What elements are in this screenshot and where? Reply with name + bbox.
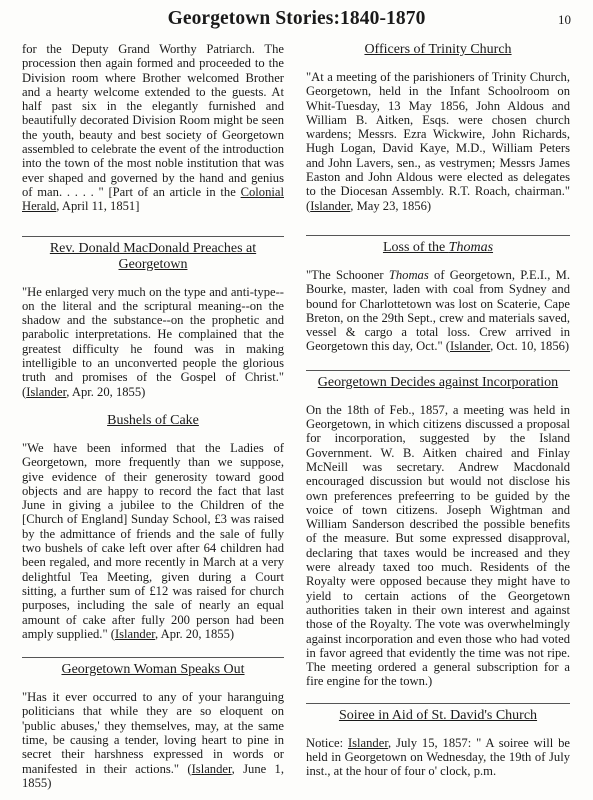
source-name: Islander (310, 198, 351, 213)
article-temperance-continued (22, 42, 284, 214)
page-number: 10 (558, 12, 571, 27)
article-body: "The Schooner Thomas of Georgetown, P.E.I., M. Bourke, master, laden with coal from Sydney and bound for Charlottetown was lost on Scaterie, Cape Breton, on the 29th Sept., crew and materials saved, vessel & cargo a total loss. Crew arrived in Georgetown this day, Oct." (Islander, Oct. 10, 1856) (306, 267, 570, 354)
article-body: On the 18th of Feb., 1857, a meeting was held in Georgetown, in which citizens discussed a proposal for incorporation, suggested by the Island Government. W. B. Aitken chaired and Finlay McNeill was secretary. Andrew Macdonald encouraged discussion but would not disclose his own preferences prefeerring to be guided by the voice of town citizens. Joseph Wightman and William Sanderson described the possible benefits of the measure. But some expressed disapproval, declaring that taxes would be increased and they were already taxed too much. Residents of the Royalty were opposed because they might have to yield to certain actions of the Georgetown authorities taken in their own interest and against those of the Royalty. The vote was overwhelmingly against incorporation and even those who had voted in favor agreed that evidently the time was not ripe. The meeting ordered a general subscription for a fire engine for the town.) (306, 402, 570, 689)
article-soiree (306, 703, 570, 779)
divider (22, 236, 284, 237)
article-woman-speaks-out (22, 657, 284, 790)
divider (306, 703, 570, 704)
article-heading: Officers of Trinity Church (364, 42, 512, 57)
divider (22, 657, 284, 658)
article-heading: Bushels of Cake (107, 412, 199, 428)
source-name: Islander (191, 761, 232, 776)
article-body: "Has it ever occurred to any of your haranguing politicians that while they are so eloquent on 'public abuses,' they themselves, may, at the same time, be causing a tender, loving heart to pine in secret their harshness expressed in words or manifested in their actions." (Islander, June 1, 1855) (22, 690, 284, 790)
source-name: Colonial Herald (22, 184, 284, 214)
article-macdonald (22, 236, 284, 399)
article-body: Notice: Islander, July 15, 1857: " A soiree will be held in Georgetown on Wednesday, the 19th of July inst., at the hour of four o' clock, p.m. (306, 735, 571, 779)
article-heading: Rev. Donald MacDonald Preaches at Georgetown (49, 240, 257, 272)
divider (306, 235, 570, 236)
source-name: Islander (450, 339, 491, 354)
article-body: for the Deputy Grand Worthy Patriarch. The procession then again formed and proceeded to the Division room where Brother welcomed Brother and a hearty welcome extended to the guests. At half past six in the elegantly furnished and beautifully decorated Division Room might be seen the youth, beauty and best society of Georgetown assembled to celebrate the event of the introduction into the town of the most noble institution that was ever shaped and governed by the hand and genius of man. . . . . " [Part of an article in the Colonial Herald, April 11, 1851] (22, 42, 284, 214)
article-body: "At a meeting of the parishioners of Trinity Church, Georgetown, held in the Infant Schoolroom on Whit-Tuesday, 13 May 1856, John Aldous and William B. Aitken, Esqs. were chosen church wardens; Messrs. Ezra Wickwire, John Richards, Hugh Logan, David Kaye, M.D., William Peters and John Lavers, sen., as vestrymen; Messrs James Easton and John Aldous were elected as delegates to the Diocesan Assembly. R.T. Roach, chairman." (Islander, May 23, 1856) (306, 70, 570, 213)
article-heading: Soiree in Aid of St. David's Church (338, 707, 538, 723)
divider (306, 370, 570, 371)
article-heading: Georgetown Decides against Incorporation (317, 374, 559, 390)
article-incorporation (306, 370, 570, 689)
article-body: "We have been informed that the Ladies of Georgetown, more frequently than we suppose, give evidence of their generosity toward good objects and are happy to record the fact that last June in giving a jubilee to the Children of the [Church of England] Sunday School, £3 was raised by the admittance of friends and the sale of fully two bushels of cake left over after 64 children had been regaled, and more recently in March at a very delightful Tea Meeting, given during a Court sitting, a further sum of £12 was raised for church purposes, including the sale of nearly an equal amount of cake after fully 200 person had been amply supplied." (Islander, Apr. 20, 1855) (22, 440, 284, 641)
article-loss-of-thomas (306, 235, 570, 354)
article-heading: Loss of the Thomas (382, 239, 494, 255)
page-title: Georgetown Stories:1840-1870 (167, 8, 426, 29)
article-bushels-of-cake (22, 413, 284, 641)
right-column (306, 42, 570, 779)
article-heading: Georgetown Woman Speaks Out (61, 662, 245, 678)
source-name: Islander (26, 384, 67, 399)
source-name: Islander (114, 626, 155, 641)
source-name: Islander (347, 735, 389, 750)
left-column (22, 42, 284, 790)
article-trinity-church (306, 42, 570, 213)
article-body: "He enlarged very much on the type and anti-type--on the literal and the scriptural meaning--on the shadow and the substance--on the prophetic and parabolic interpretations. He complained that the greatest difficulty he found was in making intelligible to an unconverted people the glorious truth and promises of the Gospel of Christ." (Islander, Apr. 20, 1855) (22, 284, 284, 399)
